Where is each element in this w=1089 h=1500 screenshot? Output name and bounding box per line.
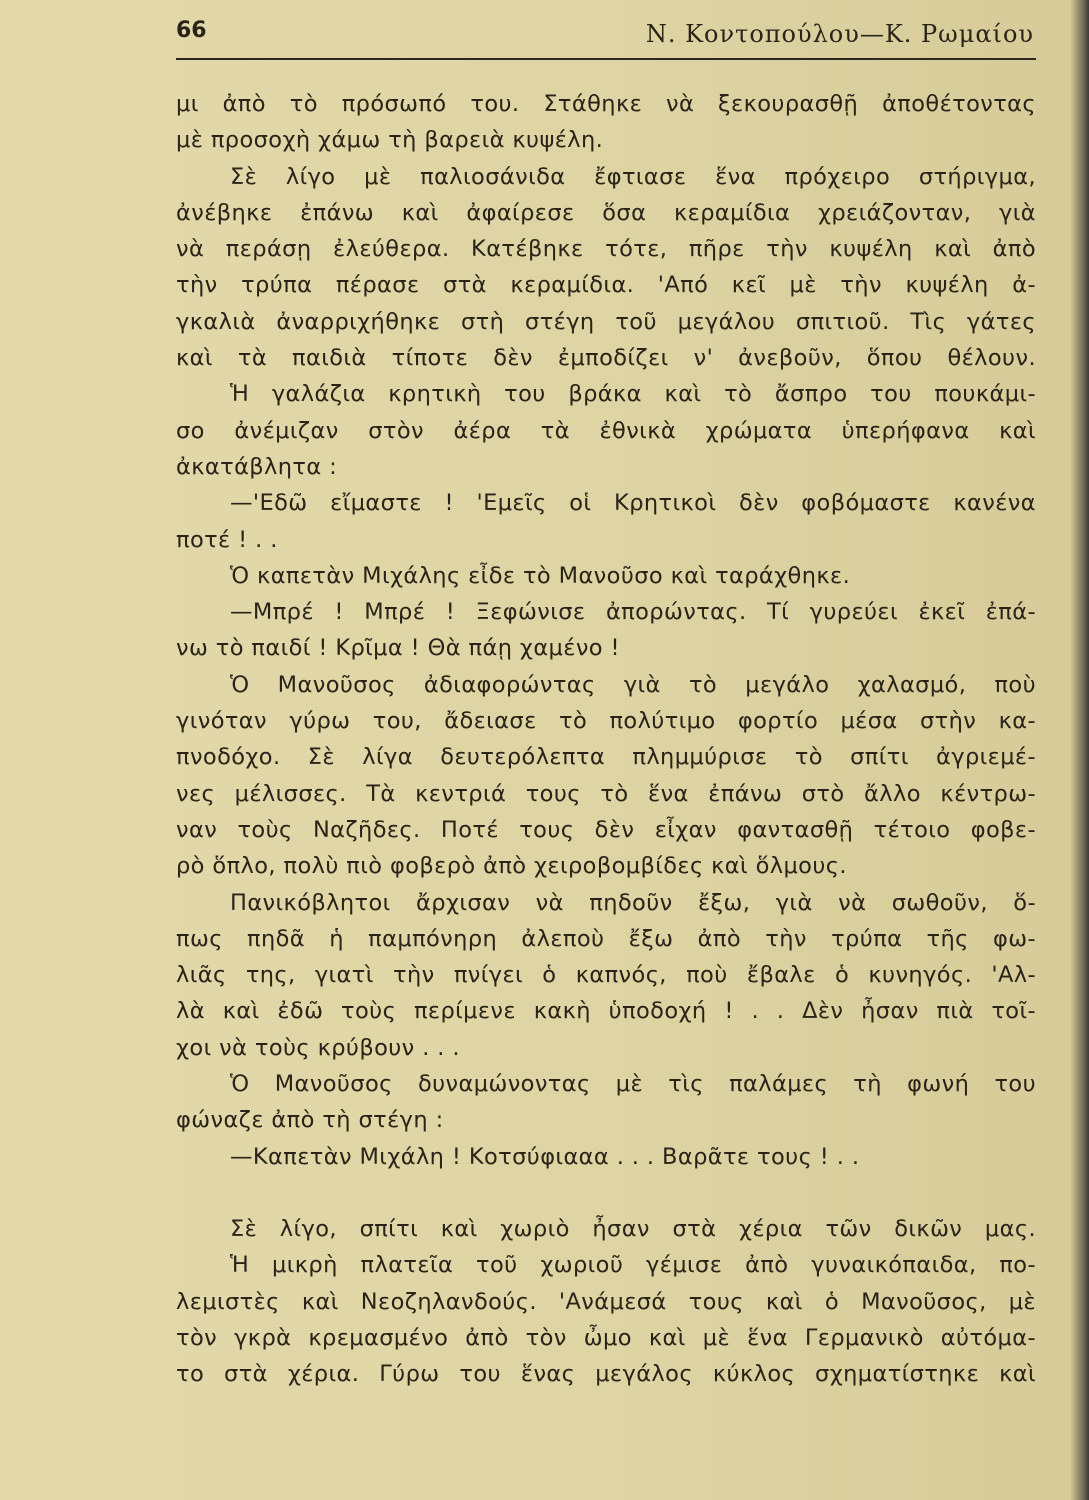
text-line: μι ἀπὸ τὸ πρόσωπό του. Στάθηκε νὰ ξεκουρασθῇ ἀποθέτοντας — [176, 91, 1036, 117]
text-line: λιᾶς της, γιατὶ τὴν πνίγει ὁ καπνός, ποὺ ἔβαλε ὁ κυνηγός. 'Αλ- — [176, 962, 1036, 989]
text-line: νὰ περάσῃ ἐλεύθερα. Κατέβηκε τότε, πῆρε τὴν κυψέλη καὶ ἀπὸ — [176, 236, 1036, 263]
text-line: ἀκατάβλητα : — [176, 453, 338, 480]
text-line: το στὰ χέρια. Γύρω του ἕνας μεγάλος κύκλος σχηματίστηκε καὶ — [176, 1361, 1036, 1388]
text-line: νω τὸ παιδί ! Κρῖμα ! Θὰ πάῃ χαμένο ! — [176, 635, 620, 662]
text-line: ποτέ ! . . — [176, 526, 278, 553]
book-spine-shadow — [1071, 0, 1089, 1500]
text-line: πνοδόχο. Σὲ λίγα δευτερόλεπτα πλημμύρισε τὸ σπίτι ἀγριεμέ- — [176, 744, 1036, 771]
text-line: τὸν γκρὰ κρεμασμένο ἀπὸ τὸν ὦμο καὶ μὲ ἕνα Γερμανικὸ αὐτόμα- — [176, 1324, 1036, 1351]
text-line: ναν τοὺς Ναζῆδες. Ποτέ τους δὲν εἶχαν φαντασθῇ τέτοιο φοβε- — [176, 816, 1036, 843]
running-title: Ν. Κοντοπούλου—Κ. Ρωμαίου — [645, 20, 1034, 48]
text-line: Σὲ λίγο, σπίτι καὶ χωριὸ ἦσαν στὰ χέρια τῶν δικῶν μας. — [230, 1215, 1036, 1242]
text-line: μὲ προσοχὴ χάμω τὴ βαρειὰ κυψέλη. — [176, 127, 604, 154]
text-line: Ἡ γαλάζια κρητικὴ του βράκα καὶ τὸ ἄσπρο του πουκάμι- — [230, 381, 1036, 408]
text-line: —Καπετὰν Μιχάλη ! Κοτσύφιααα . . . Βαρᾶτε τους ! . . — [230, 1143, 860, 1170]
body-text — [176, 86, 1036, 1392]
text-line: Ἡ μικρὴ πλατεῖα τοῦ χωριοῦ γέμισε ἀπὸ γυναικόπαιδα, πο- — [230, 1252, 1036, 1279]
text-line: γκαλιὰ ἀναρριχήθηκε στὴ στέγη τοῦ μεγάλου σπιτιοῦ. Τὶς γάτες — [176, 308, 1036, 335]
text-line: Ὁ καπετὰν Μιχάλης εἶδε τὸ Μανοῦσο καὶ ταράχθηκε. — [230, 562, 851, 589]
text-line: τὴν τρύπα πέρασε στὰ κεραμίδια. 'Από κεῖ μὲ τὴν κυψέλη ἀ- — [176, 272, 1036, 299]
text-line: Ὁ Μανοῦσος ἀδιαφορώντας γιὰ τὸ μεγάλο χαλασμό, ποὺ — [230, 671, 1036, 698]
text-line: φώναζε ἀπὸ τὴ στέγη : — [176, 1107, 444, 1134]
text-line: —'Εδῶ εἴμαστε ! 'Εμεῖς οἱ Κρητικοὶ δὲν φοβόμαστε κανένα — [230, 490, 1036, 517]
text-line: χοι νὰ τοὺς κρύβουν . . . — [176, 1034, 460, 1061]
page-number: 66 — [176, 18, 207, 43]
text-line: καὶ τὰ παιδιὰ τίποτε δὲν ἐμποδίζει ν' ἀνεβοῦν, ὅπου θέλουν. — [176, 345, 1036, 372]
text-line: λὰ καὶ ἐδῶ τοὺς περίμενε κακὴ ὑποδοχή ! . . Δὲν ἦσαν πιὰ τοῖ- — [176, 998, 1036, 1025]
text-line: λεμιστὲς καὶ Νεοζηλανδούς. 'Ανάμεσά τους καὶ ὁ Μανοῦσος, μὲ — [176, 1288, 1036, 1315]
text-line: πως πηδᾶ ἡ παμπόνηρη ἀλεποὺ ἔξω ἀπὸ τὴν τρύπα τῆς φω- — [176, 925, 1036, 952]
text-line: ρὸ ὅπλο, πολὺ πιὸ φοβερὸ ἀπὸ χειροβομβίδες καὶ ὅλμους. — [176, 853, 847, 880]
text-line: Ὁ Μανοῦσος δυναμώνοντας μὲ τὶς παλάμες τὴ φωνή του — [230, 1071, 1036, 1098]
text-line: Σὲ λίγο μὲ παλιοσάνιδα ἔφτιασε ἕνα πρόχειρο στήριγμα, — [230, 163, 1036, 190]
text-line: ἀνέβηκε ἐπάνω καὶ ἀφαίρεσε ὅσα κεραμίδια χρειάζονταν, γιὰ — [176, 199, 1036, 226]
text-line: σο ἀνέμιζαν στὸν ἀέρα τὰ ἐθνικὰ χρώματα ὑπερήφανα καὶ — [176, 417, 1036, 444]
text-line: νες μέλισσες. Τὰ κεντριά τους τὸ ἕνα ἐπάνω στὸ ἄλλο κέντρω- — [176, 780, 1036, 807]
page-header — [176, 18, 1036, 60]
section-gap — [176, 1175, 1036, 1211]
text-line: Πανικόβλητοι ἄρχισαν νὰ πηδοῦν ἔξω, γιὰ νὰ σωθοῦν, ὅ- — [230, 889, 1036, 916]
text-line: —Μπρέ ! Μπρέ ! Ξεφώνισε ἀπορώντας. Τί γυρεύει ἐκεῖ ἐπά- — [230, 599, 1036, 626]
text-line: γινόταν γύρω του, ἄδειασε τὸ πολύτιμο φορτίο μέσα στὴν κα- — [176, 708, 1036, 735]
